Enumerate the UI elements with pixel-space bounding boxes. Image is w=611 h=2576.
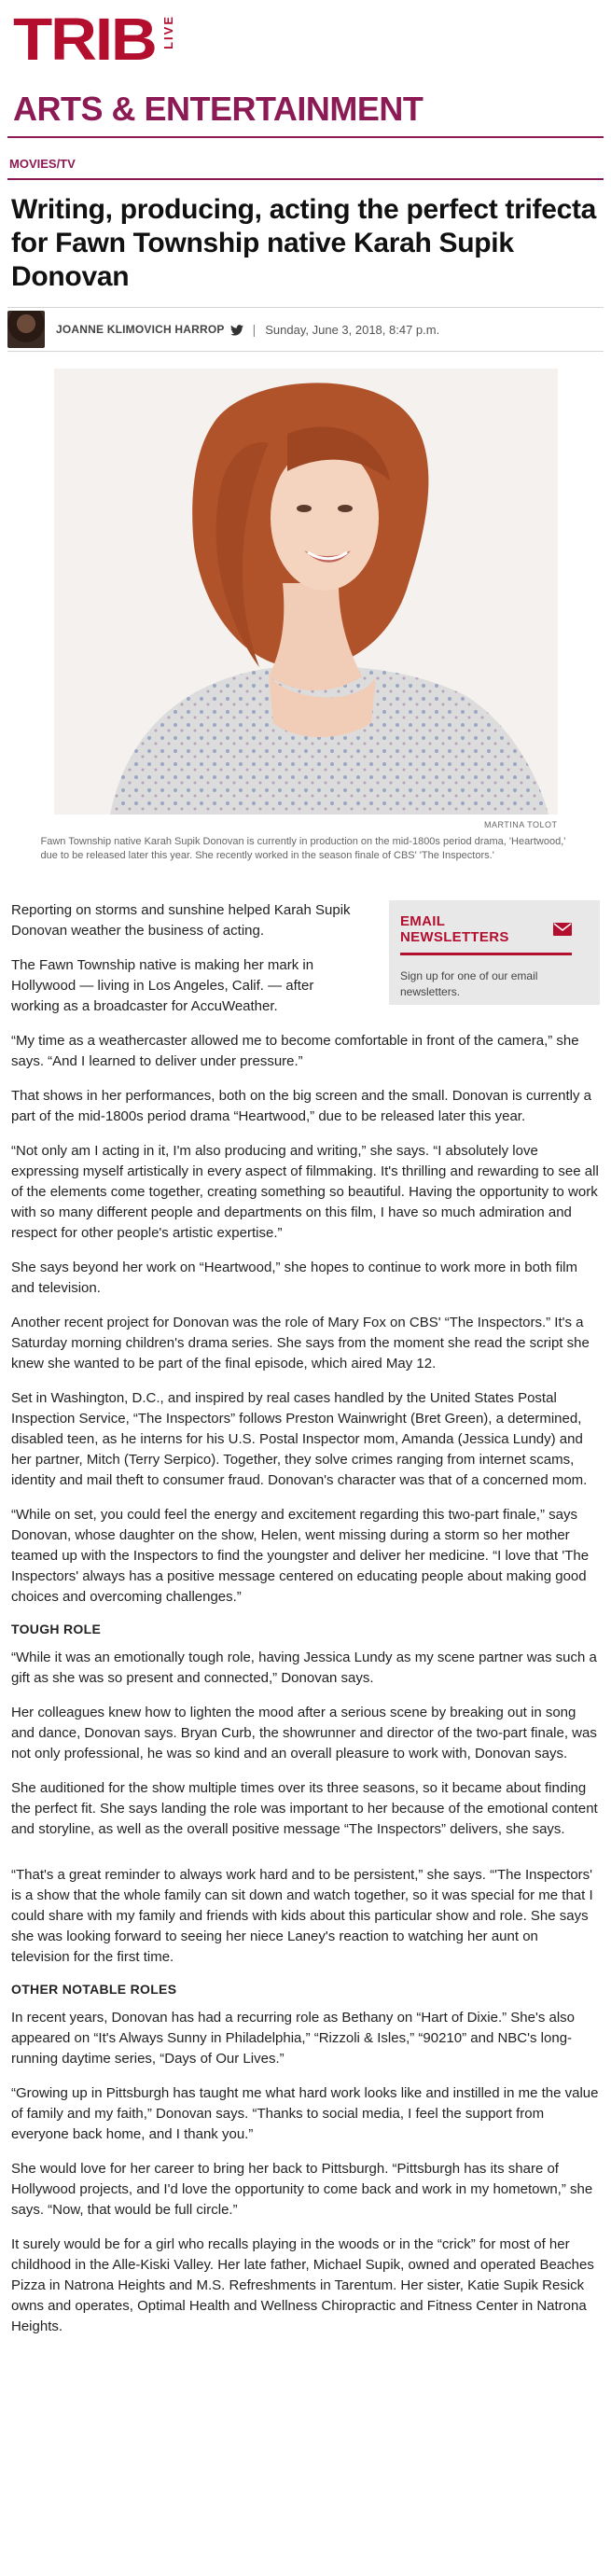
body-paragraph: She would love for her career to bring her back to Pittsburgh. “Pittsburgh has its share of Hollywood projects, and I'd love the opportunity to come back and work in my hometown,” she says. “Now, that would be full circle.” [11,2161,593,2218]
category-link[interactable]: MOVIES/TV [9,157,76,171]
ad-spacer [11,1854,600,1865]
photo-caption: Fawn Township native Karah Supik Donovan is currently in production on the mid-1800s period drama, 'Heartwood,' due to be released later this year. She recently worked in the season finale of CBS' 'The Inspectors.' [40,836,566,861]
body-paragraph: Reporting on storms and sunshine helped Karah Supik Donovan weather the business of acting. [11,902,351,939]
category-divider [7,178,604,180]
subheading-other-roles: OTHER NOTABLE ROLES [11,1982,177,1997]
author-avatar[interactable] [7,311,45,348]
body-paragraph: She auditioned for the show multiple times over its three seasons, so it became about finding the perfect fit. She says landing the role was important to her because of the emotional content and storyline, as well as the overall positive message “The Inspectors” delivers, she says. [11,1780,598,1837]
body-paragraph: That shows in her performances, both on the big screen and the small. Donovan is currently a part of the mid-1800s period drama “Heartwood,” due to be released later this year. [11,1088,591,1124]
lead-photo-block [40,369,566,863]
trib-live-logo[interactable] [13,6,176,73]
byline [7,307,604,352]
twitter-icon[interactable] [230,324,243,335]
body-paragraph: “That's a great reminder to always work hard and to be persistent,” she says. “'The Inspectors' is a show that the whole family can sit down and watch together, so it was special for me that I could share with my family and friends with kids about this particular show and role. She says she was looking forward to seeing her niece Laney's reaction to watching her aunt on television for the first time. [11,1867,593,1965]
body-paragraph: It surely would be for a girl who recalls playing in the woods or in the “crick” for most of her childhood in the Alle-Kiski Valley. Her late father, Michael Supik, owned and operated Beaches Pizza in Natrona Heights and M.S. Refreshments in Tarentum. Her sister, Katie Supik Resick owns and operates, Optimal Health and Wellness Chiropractic and Fitness Center in Natrona Heights. [11,2236,594,2334]
article-body [7,863,604,2337]
logo-text: TRIB [13,6,156,73]
masthead [7,0,604,142]
body-paragraph: Her colleagues knew how to lighten the mood after a serious scene by breaking out in song and dance, Donovan says. Bryan Curb, the showrunner and director of the two-part finale, was not only professional, he was so kind and an overall pleasure to work with, Donovan says. [11,1705,597,1761]
body-paragraph: “While on set, you could feel the energy and excitement regarding this two-part finale,” says Donovan, whose daughter on the show, Helen, went missing during a storm so her mother teamed up with the Inspectors to find the youngster and deliver her medicine. “I love that 'The Inspectors' always has a positive message centered on educating people about making good choices and overcoming challenges.” [11,1507,590,1605]
newsletter-title-link[interactable] [400,913,572,955]
newsletter-description: Sign up for one of our email newsletters. [400,969,538,998]
photo-credit: MARTINA TOLOT [483,820,558,829]
article-headline: Writing, producing, acting the perfect trifecta for Fawn Township native Karah Supik Donovan [11,194,597,292]
lead-photo[interactable] [54,369,558,815]
section-title-link[interactable]: ARTS & ENTERTAINMENT [13,90,424,128]
newsletter-title: EMAIL NEWSLETTERS [400,913,509,945]
body-paragraph: “While it was an emotionally tough role, having Jessica Lundy as my scene partner was such a gift as she was so present and connected,” Donovan says. [11,1650,597,1686]
envelope-icon [553,923,572,936]
body-paragraph: “Not only am I acting in it, I'm also producing and writing,” she says. “I absolutely love expressing myself artistically in every aspect of filmmaking. It's thrilling and rewarding to see all of the elements come together, creating something so beautiful. Having the opportunity to work with so many different people and departments on this film, I have so much admiration and respect for other people's artistic expertise.” [11,1143,599,1241]
body-paragraph: In recent years, Donovan has had a recurring role as Bethany on “Hart of Dixie.” She's also appeared on “It's Always Sunny in Philadelphia,” “Rizzoli & Isles,” “90210” and NBC's long-running daytime series, “Days of Our Lives.” [11,2010,576,2067]
newsletter-signup-box[interactable] [389,900,600,1005]
body-paragraph: Set in Washington, D.C., and inspired by real cases handled by the United States Postal Inspection Service, “The Inspectors” follows Preston Wainwright (Bret Green), a determined, disabled teen, as he interns for his U.S. Postal Inspector mom, Amanda (Jessica Lundy) and her partner, Mitch (Terry Serpico). Together, they solve crimes ranging from internet scams, identity and mail theft to consumer fraud. Donovan's character was that of a concerned mom. [11,1390,588,1488]
portrait-illustration [54,369,558,815]
body-paragraph: Another recent project for Donovan was the role of Mary Fox on CBS' “The Inspectors.” It's a Saturday morning children's drama series. She says from the moment she read the script she knew she wanted to be part of the final episode, which aired May 12. [11,1315,590,1372]
byline-separator: | [252,322,257,337]
body-paragraph: The Fawn Township native is making her mark in Hollywood — living in Los Angeles, Calif. — after working as a broadcaster for AccuWeather. [11,957,314,1014]
section-divider [7,136,604,138]
body-paragraph: “Growing up in Pittsburgh has taught me what hard work looks like and instilled in me the value of family and my faith,” Donovan says. “Thanks to social media, I feel the support from everyone back home, and I thank you.” [11,2085,599,2142]
body-paragraph: She says beyond her work on “Heartwood,” she hopes to continue to work more in both film and television. [11,1260,577,1296]
subheading-tough-role: TOUGH ROLE [11,1622,102,1636]
author-name-link[interactable]: JOANNE KLIMOVICH HARROP [56,323,225,336]
body-paragraph: “My time as a weathercaster allowed me to become comfortable in front of the camera,” she says. “And I learned to deliver under pressure.” [11,1033,579,1069]
publish-date: Sunday, June 3, 2018, 8:47 p.m. [265,322,440,337]
logo-sub-text: LIVE [161,15,176,49]
